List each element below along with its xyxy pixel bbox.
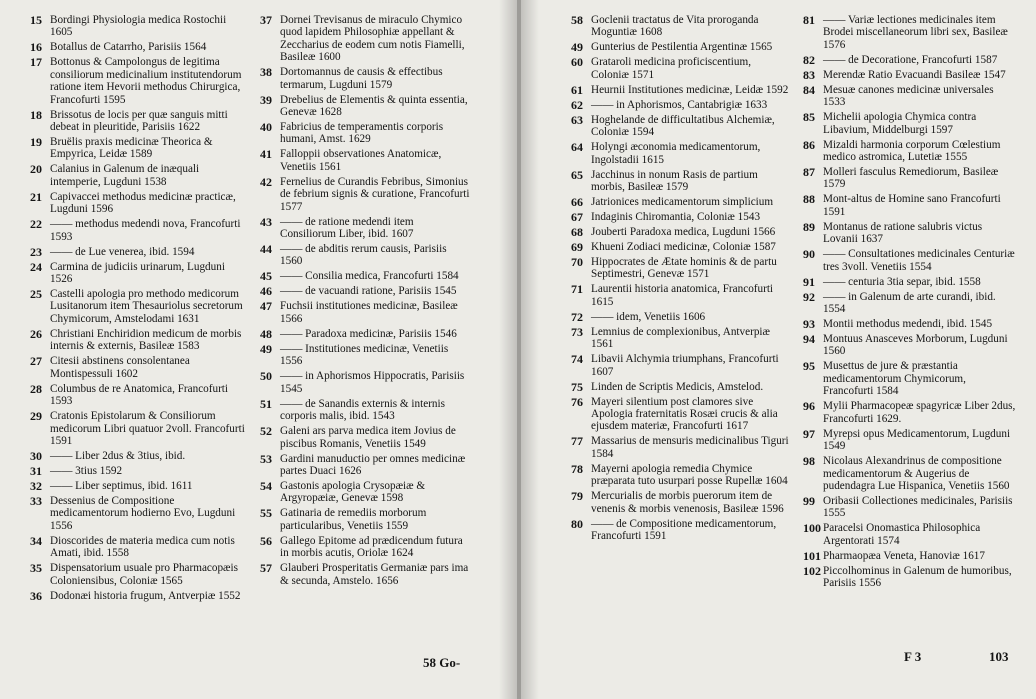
catalogue-entry <box>571 41 791 53</box>
catalogue-entry <box>260 425 470 450</box>
catalogue-entry <box>30 383 246 408</box>
catalogue-entry <box>260 370 470 395</box>
entry-text: Gunterius de Pestilentia Argentinæ 1565 <box>591 41 773 54</box>
entry-text: Christiani Enchiridion medicum de morbis internis & externis, Basileæ 1583 <box>50 327 242 353</box>
entry-number: 88 <box>803 192 815 207</box>
entry-number: 24 <box>30 259 42 274</box>
entry-number: 18 <box>30 107 42 122</box>
entry-text: Bottonus & Campolongus de legitima consiliorum medicinalium institutendorum ratione item Hevorii methodus Chirurgica, Francofurti 1595 <box>50 56 242 106</box>
entry-number: 57 <box>260 561 272 576</box>
catalogue-entry <box>571 114 791 139</box>
catalogue-entry <box>803 69 1017 81</box>
entry-text: Molleri fasculus Remediorum, Basileæ 1579 <box>823 166 999 191</box>
catalogue-entry <box>30 410 246 447</box>
catalogue-entry <box>803 291 1017 316</box>
entry-text: Mont-altus de Homine sano Francofurti 1591 <box>823 193 1001 218</box>
catalogue-entry <box>260 285 470 297</box>
entry-text: —— Institutiones medicinæ, Venetiis 1556 <box>280 342 449 368</box>
entry-text: Gallego Epitome ad prædicendum futura in morbis acutis, Oriolæ 1624 <box>280 534 463 560</box>
entry-number: 76 <box>571 394 583 409</box>
entry-text: —— Paradoxa medicinæ, Parisiis 1546 <box>280 327 457 340</box>
entry-number: 34 <box>30 533 42 548</box>
entry-text: —— in Galenum de arte curandi, ibid. 1554 <box>823 290 996 316</box>
entry-number: 17 <box>30 55 42 70</box>
entry-text: Jacchinus in nonum Rasis de partium morbis, Basileæ 1579 <box>591 168 758 194</box>
entry-text: Gardini manuductio per omnes medicinæ partes Duaci 1626 <box>280 452 466 477</box>
catalogue-entry <box>803 428 1017 453</box>
left-page-column-1 <box>30 14 246 605</box>
catalogue-entry <box>571 14 791 39</box>
catalogue-entry <box>803 400 1017 425</box>
entry-text: Dioscorides de materia medica cum notis Amati, ibid. 1558 <box>50 534 235 560</box>
entry-text: Mayerni apologia remedia Chymice præparata tuto usurpari posse Rupellæ 1604 <box>591 462 788 488</box>
page-number: 103 <box>989 649 1009 664</box>
entry-number: 55 <box>260 506 272 521</box>
entry-number: 28 <box>30 381 42 396</box>
entry-text: Heurnii Institutiones medicinæ, Leidæ 1592 <box>591 83 789 96</box>
catalogue-entry <box>803 193 1017 218</box>
catalogue-entry <box>803 495 1017 520</box>
entry-text: Nicolaus Alexandrinus de compositione medicamentorum & Augerius de pudendagra Lue Hispanica, Venetiis 1560 <box>823 455 1010 492</box>
entry-text: Galeni ars parva medica item Jovius de piscibus Romanis, Venetiis 1549 <box>280 425 456 450</box>
entry-text: Citesii abstinens consolentanea Montispessuli 1602 <box>50 355 190 380</box>
catalogue-entry <box>803 550 1017 562</box>
catalogue-entry <box>571 141 791 166</box>
entry-number: 22 <box>30 217 42 232</box>
catalogue-entry <box>260 562 470 587</box>
entry-number: 73 <box>571 324 583 339</box>
entry-text: Hoghelande de difficultatibus Alchemiæ, Coloniæ 1594 <box>591 113 775 139</box>
entry-number: 42 <box>260 174 272 189</box>
catalogue-entry <box>260 121 470 146</box>
entry-text: —— centuria 3tia separ, ibid. 1558 <box>823 275 981 288</box>
entry-number: 92 <box>803 289 815 304</box>
entry-number: 85 <box>803 110 815 125</box>
entry-number: 25 <box>30 287 42 302</box>
entry-text: Montuus Anasceves Morborum, Lugduni 1560 <box>823 333 1008 358</box>
entry-number: 101 <box>803 548 821 563</box>
entry-number: 47 <box>260 299 272 314</box>
catalogue-entry <box>260 216 470 241</box>
entry-number: 37 <box>260 13 272 27</box>
catalogue-entry <box>30 562 246 587</box>
entry-text: Massarius de mensuris medicinalibus Tiguri 1584 <box>591 435 789 460</box>
entry-text: Brissotus de locis per quæ sanguis mitti debeat in pleuritide, Parisiis 1622 <box>50 108 228 134</box>
entry-text: —— Consilia medica, Francofurti 1584 <box>280 270 459 283</box>
catalogue-entry <box>260 94 470 119</box>
catalogue-entry <box>803 565 1017 590</box>
catalogue-entry <box>803 14 1017 51</box>
entry-number: 69 <box>571 240 583 255</box>
catalogue-entry <box>30 136 246 161</box>
entry-number: 49 <box>571 40 583 55</box>
catalogue-entry <box>30 163 246 188</box>
entry-text: Khueni Zodiaci medicinæ, Coloniæ 1587 <box>591 241 776 254</box>
entry-number: 91 <box>803 274 815 289</box>
entry-text: —— in Aphorismos, Cantabrigiæ 1633 <box>591 98 768 111</box>
entry-number: 66 <box>571 195 583 210</box>
catalogue-entry <box>30 218 246 243</box>
catalogue-entry <box>30 465 246 477</box>
entry-text: —— Liber 2dus & 3tius, ibid. <box>50 449 186 462</box>
entry-number: 45 <box>260 269 272 284</box>
entry-text: Gatinaria de remediis morborum particularibus, Venetiis 1559 <box>280 507 427 532</box>
right-page-column-1 <box>571 14 791 545</box>
entry-number: 32 <box>30 478 42 493</box>
entry-text: —— de abditis rerum causis, Parisiis 1560 <box>280 243 447 268</box>
entry-text: Holyngi æconomia medicamentorum, Ingolstadii 1615 <box>591 141 761 166</box>
catalogue-entry <box>571 56 791 81</box>
entry-number: 61 <box>571 82 583 97</box>
entry-text: —— de Decoratione, Francofurti 1587 <box>823 53 998 66</box>
catalogue-entry <box>260 14 470 64</box>
catalogue-entry <box>260 535 470 560</box>
entry-text: Mylii Pharmacopeæ spagyricæ Liber 2dus, Francofurti 1629. <box>823 400 1016 425</box>
catalogue-entry <box>260 328 470 340</box>
entry-number: 87 <box>803 165 815 180</box>
entry-text: Mercurialis de morbis puerorum item de venenis & morbis venenosis, Basileæ 1596 <box>591 490 784 515</box>
catalogue-entry <box>571 283 791 308</box>
entry-number: 62 <box>571 97 583 112</box>
catalogue-entry <box>803 360 1017 397</box>
catalogue-entry <box>30 109 246 134</box>
signature-mark: F 3 <box>904 649 922 664</box>
entry-number: 40 <box>260 120 272 135</box>
entry-number: 100 <box>803 521 821 536</box>
entry-number: 27 <box>30 354 42 369</box>
catalogue-entry <box>260 398 470 423</box>
catalogue-entry <box>571 211 791 223</box>
catchword: 58 Go- <box>423 655 461 670</box>
entry-number: 60 <box>571 55 583 70</box>
entry-number: 83 <box>803 67 815 82</box>
catalogue-entry <box>803 522 1017 547</box>
entry-text: Laurentii historia anatomica, Francofurti 1615 <box>591 283 774 308</box>
entry-text: Gastonis apologia Crysopæiæ & Argyropæiæ, Genevæ 1598 <box>280 479 426 505</box>
catalogue-entry <box>803 333 1017 358</box>
entry-number: 77 <box>571 434 583 449</box>
entry-text: Glauberi Prosperitatis Germaniæ pars ima & secunda, Amstelo. 1656 <box>280 562 469 587</box>
entry-number: 102 <box>803 563 821 578</box>
entry-number: 99 <box>803 493 815 508</box>
catalogue-entry <box>30 56 246 106</box>
entry-number: 43 <box>260 214 272 229</box>
catalogue-entry <box>571 518 791 543</box>
catalogue-entry <box>260 148 470 173</box>
catalogue-entry <box>30 328 246 353</box>
catalogue-entry <box>803 54 1017 66</box>
entry-text: Dodonæi historia frugum, Antverpiæ 1552 <box>50 589 241 602</box>
catalogue-entry <box>260 480 470 505</box>
catalogue-entry <box>571 226 791 238</box>
left-page-column-2 <box>260 14 470 590</box>
entry-number: 72 <box>571 309 583 324</box>
entry-text: Falloppii observationes Anatomicæ, Venetiis 1561 <box>280 148 442 173</box>
entry-text: Jouberti Paradoxa medica, Lugduni 1566 <box>591 226 776 239</box>
catalogue-entry <box>260 507 470 532</box>
entry-text: Myrepsi opus Medicamentorum, Lugduni 1549 <box>823 427 1011 453</box>
entry-number: 95 <box>803 359 815 374</box>
entry-number: 74 <box>571 352 583 367</box>
catalogue-entry <box>571 196 791 208</box>
entry-text: Fabricius de temperamentis corporis humani, Amst. 1629 <box>280 121 444 146</box>
entry-text: Libavii Alchymia triumphans, Francofurti 1607 <box>591 353 779 378</box>
catalogue-entry <box>260 300 470 325</box>
entry-number: 16 <box>30 40 42 55</box>
entry-number: 54 <box>260 478 272 493</box>
entry-text: Hippocrates de Ætate hominis & de partu Septimestri, Genevæ 1571 <box>591 256 777 281</box>
catalogue-entry <box>30 288 246 325</box>
catalogue-entry <box>803 455 1017 492</box>
catalogue-entry <box>571 169 791 194</box>
entry-number: 29 <box>30 409 42 424</box>
entry-text: —— de Compositione medicamentorum, Francofurti 1591 <box>591 517 777 543</box>
entry-number: 98 <box>803 454 815 469</box>
entry-number: 96 <box>803 399 815 414</box>
entry-number: 48 <box>260 326 272 341</box>
entry-text: Mesuæ canones medicinæ universales 1533 <box>823 83 994 109</box>
entry-text: Musettus de jure & præstantia medicamentorum Chymicorum, Francofurti 1584 <box>823 360 966 398</box>
entry-text: —— methodus medendi nova, Francofurti 1593 <box>50 218 241 243</box>
entry-number: 41 <box>260 147 272 162</box>
catalogue-entry <box>571 99 791 111</box>
entry-number: 30 <box>30 448 42 463</box>
catalogue-entry <box>571 241 791 253</box>
entry-number: 49 <box>260 341 272 356</box>
catalogue-entry <box>30 191 246 216</box>
entry-number: 39 <box>260 92 272 107</box>
catalogue-entry <box>571 396 791 433</box>
entry-number: 79 <box>571 489 583 504</box>
entry-text: Dispensatorium usuale pro Pharmacopæis Coloniensibus, Coloniæ 1565 <box>50 562 238 587</box>
entry-number: 19 <box>30 135 42 150</box>
catalogue-entry <box>260 243 470 268</box>
entry-number: 35 <box>30 561 42 576</box>
entry-number: 23 <box>30 244 42 259</box>
entry-text: —— in Aphorismos Hippocratis, Parisiis 1545 <box>280 370 465 395</box>
catalogue-entry <box>571 463 791 488</box>
entry-number: 89 <box>803 219 815 234</box>
catalogue-entry <box>30 246 246 258</box>
entry-text: —— Liber septimus, ibid. 1611 <box>50 479 193 492</box>
catalogue-entry <box>260 66 470 91</box>
entry-number: 51 <box>260 396 272 411</box>
entry-number: 70 <box>571 255 583 270</box>
entry-text: Castelli apologia pro methodo medicorum Lusitanorum item Thesauriolus secretorum Chymicorum, Amstelodami 1631 <box>50 288 243 325</box>
entry-number: 33 <box>30 493 42 508</box>
catalogue-entry <box>803 111 1017 136</box>
catalogue-entry <box>803 318 1017 330</box>
entry-text: Capivaccei methodus medicinæ practicæ, Lugduni 1596 <box>50 190 236 216</box>
entry-text: Drebelius de Elementis & quinta essentia, Genevæ 1628 <box>280 93 468 119</box>
entry-text: Indaginis Chiromantia, Coloniæ 1543 <box>591 211 761 224</box>
entry-number: 78 <box>571 461 583 476</box>
entry-text: Fernelius de Curandis Febribus, Simonius de febrium signis & curatione, Francofurti 1577 <box>280 175 470 213</box>
catalogue-entry <box>260 343 470 368</box>
entry-number: 52 <box>260 424 272 439</box>
catalogue-entry <box>571 435 791 460</box>
entry-text: Paracelsi Onomastica Philosophica Argentorati 1574 <box>823 522 981 547</box>
catalogue-entry <box>30 355 246 380</box>
catalogue-entry <box>571 490 791 515</box>
catalogue-entry <box>803 139 1017 164</box>
catalogue-entry <box>30 535 246 560</box>
catalogue-entry <box>30 261 246 286</box>
catalogue-entry <box>571 84 791 96</box>
entry-text: Goclenii tractatus de Vita proroganda Moguntiæ 1608 <box>591 14 759 39</box>
entry-number: 38 <box>260 65 272 80</box>
entry-text: Fuchsii institutiones medicinæ, Basileæ 1566 <box>280 300 458 325</box>
right-page <box>521 0 1036 699</box>
catalogue-entry <box>30 480 246 492</box>
entry-text: —— de Lue venerea, ibid. 1594 <box>50 245 195 258</box>
catalogue-entry <box>803 221 1017 246</box>
right-page-column-2 <box>803 14 1017 592</box>
catalogue-entry <box>803 248 1017 273</box>
entry-text: —— de vacuandi ratione, Parisiis 1545 <box>280 285 457 298</box>
entry-number: 94 <box>803 332 815 347</box>
entry-number: 81 <box>803 13 815 27</box>
entry-text: Montii methodus medendi, ibid. 1545 <box>823 318 993 331</box>
catalogue-entry <box>30 495 246 532</box>
entry-text: —— Variæ lectiones medicinales item Brodei miscellaneorum libri sex, Basileæ 1576 <box>823 14 1008 51</box>
catalogue-entry <box>260 453 470 478</box>
entry-text: Calanius in Galenum de inæquali intemperie, Lugduni 1538 <box>50 163 200 188</box>
entry-number: 93 <box>803 317 815 332</box>
entry-number: 84 <box>803 82 815 97</box>
entry-text: Michelii apologia Chymica contra Libavium, Middelburgi 1597 <box>823 111 977 136</box>
entry-text: Dornei Trevisanus de miraculo Chymico quod lapidem Philosophiæ appellant & Zeccharius de eodem cum notis Fiamelli, Basileæ 1600 <box>280 14 465 64</box>
entry-number: 63 <box>571 112 583 127</box>
entry-text: Dessenius de Compositione medicamentorum hodierno Evo, Lugduni 1556 <box>50 494 236 532</box>
entry-text: —— Consultationes medicinales Centuriæ tres 3voll. Venetiis 1554 <box>823 248 1015 273</box>
entry-number: 71 <box>571 282 583 297</box>
catalogue-entry <box>30 41 246 53</box>
entry-text: —— 3tius 1592 <box>50 464 123 477</box>
entry-text: —— de ratione medendi item Consiliorum Liber, ibid. 1607 <box>280 215 414 241</box>
catalogue-entry <box>571 381 791 393</box>
entry-number: 44 <box>260 242 272 257</box>
catalogue-entry <box>803 166 1017 191</box>
catalogue-entry <box>260 270 470 282</box>
entry-text: Piccolhominus in Galenum de humoribus, Parisiis 1556 <box>823 564 1012 590</box>
entry-text: Mayeri silentium post clamores sive Apologia fraternitatis Rosæi crucis & alia ejusdem materiæ, Francofurti 1617 <box>591 395 778 433</box>
entry-text: Linden de Scriptis Medicis, Amstelod. <box>591 380 764 393</box>
left-page <box>0 0 517 699</box>
entry-text: Montanus de ratione salubris victus Lovanii 1637 <box>823 220 983 246</box>
entry-number: 46 <box>260 284 272 299</box>
entry-number: 15 <box>30 13 42 27</box>
entry-text: Carmina de judiciis urinarum, Lugduni 1526 <box>50 260 225 286</box>
entry-number: 82 <box>803 52 815 67</box>
entry-number: 56 <box>260 533 272 548</box>
entry-text: Bordingi Physiologia medica Rostochii 1605 <box>50 14 227 39</box>
entry-number: 80 <box>571 516 583 531</box>
entry-number: 65 <box>571 167 583 182</box>
catalogue-entry <box>803 276 1017 288</box>
entry-number: 50 <box>260 369 272 384</box>
catalogue-entry <box>571 353 791 378</box>
entry-text: Grataroli medicina proficiscentium, Coloniæ 1571 <box>591 56 751 81</box>
catalogue-entry <box>803 84 1017 109</box>
entry-number: 64 <box>571 140 583 155</box>
entry-number: 21 <box>30 189 42 204</box>
entry-text: —— de Sanandis externis & internis corporis malis, ibid. 1543 <box>280 397 445 423</box>
catalogue-entry <box>571 256 791 281</box>
entry-number: 20 <box>30 162 42 177</box>
entry-number: 53 <box>260 451 272 466</box>
catalogue-entry <box>30 14 246 39</box>
entry-text: Mizaldi harmonia corporum Cœlestium medico astromica, Lutetiæ 1555 <box>823 138 1001 164</box>
entry-number: 58 <box>571 13 583 27</box>
entry-text: Botallus de Catarrho, Parisiis 1564 <box>50 41 207 54</box>
entry-number: 90 <box>803 247 815 262</box>
entry-text: Merendæ Ratio Evacuandi Basileæ 1547 <box>823 68 1006 81</box>
catalogue-entry <box>30 450 246 462</box>
entry-text: Lemnius de complexionibus, Antverpiæ 1561 <box>591 325 770 351</box>
entry-number: 26 <box>30 326 42 341</box>
entry-text: Bruëlis praxis medicinæ Theorica & Empyrica, Leidæ 1589 <box>50 136 213 161</box>
entry-number: 36 <box>30 588 42 603</box>
entry-text: Columbus de re Anatomica, Francofurti 1593 <box>50 382 229 408</box>
entry-number: 75 <box>571 379 583 394</box>
catalogue-entry <box>571 311 791 323</box>
entry-number: 97 <box>803 426 815 441</box>
entry-text: Pharmaopæa Veneta, Hanoviæ 1617 <box>823 549 985 562</box>
catalogue-entry <box>30 590 246 602</box>
entry-text: Cratonis Epistolarum & Consiliorum medicorum Libri quatuor 2voll. Francofurti 1591 <box>50 410 245 447</box>
entry-number: 68 <box>571 225 583 240</box>
entry-number: 31 <box>30 463 42 478</box>
catalogue-entry <box>260 176 470 213</box>
entry-text: Oribasii Collectiones medicinales, Parisiis 1555 <box>823 494 1013 520</box>
catalogue-entry <box>571 326 791 351</box>
entry-text: Jatrionices medicamentorum simplicium <box>591 196 774 209</box>
entry-text: —— idem, Venetiis 1606 <box>591 310 706 323</box>
entry-number: 86 <box>803 137 815 152</box>
entry-text: Dortomannus de causis & effectibus termarum, Lugduni 1579 <box>280 66 443 91</box>
entry-number: 67 <box>571 210 583 225</box>
